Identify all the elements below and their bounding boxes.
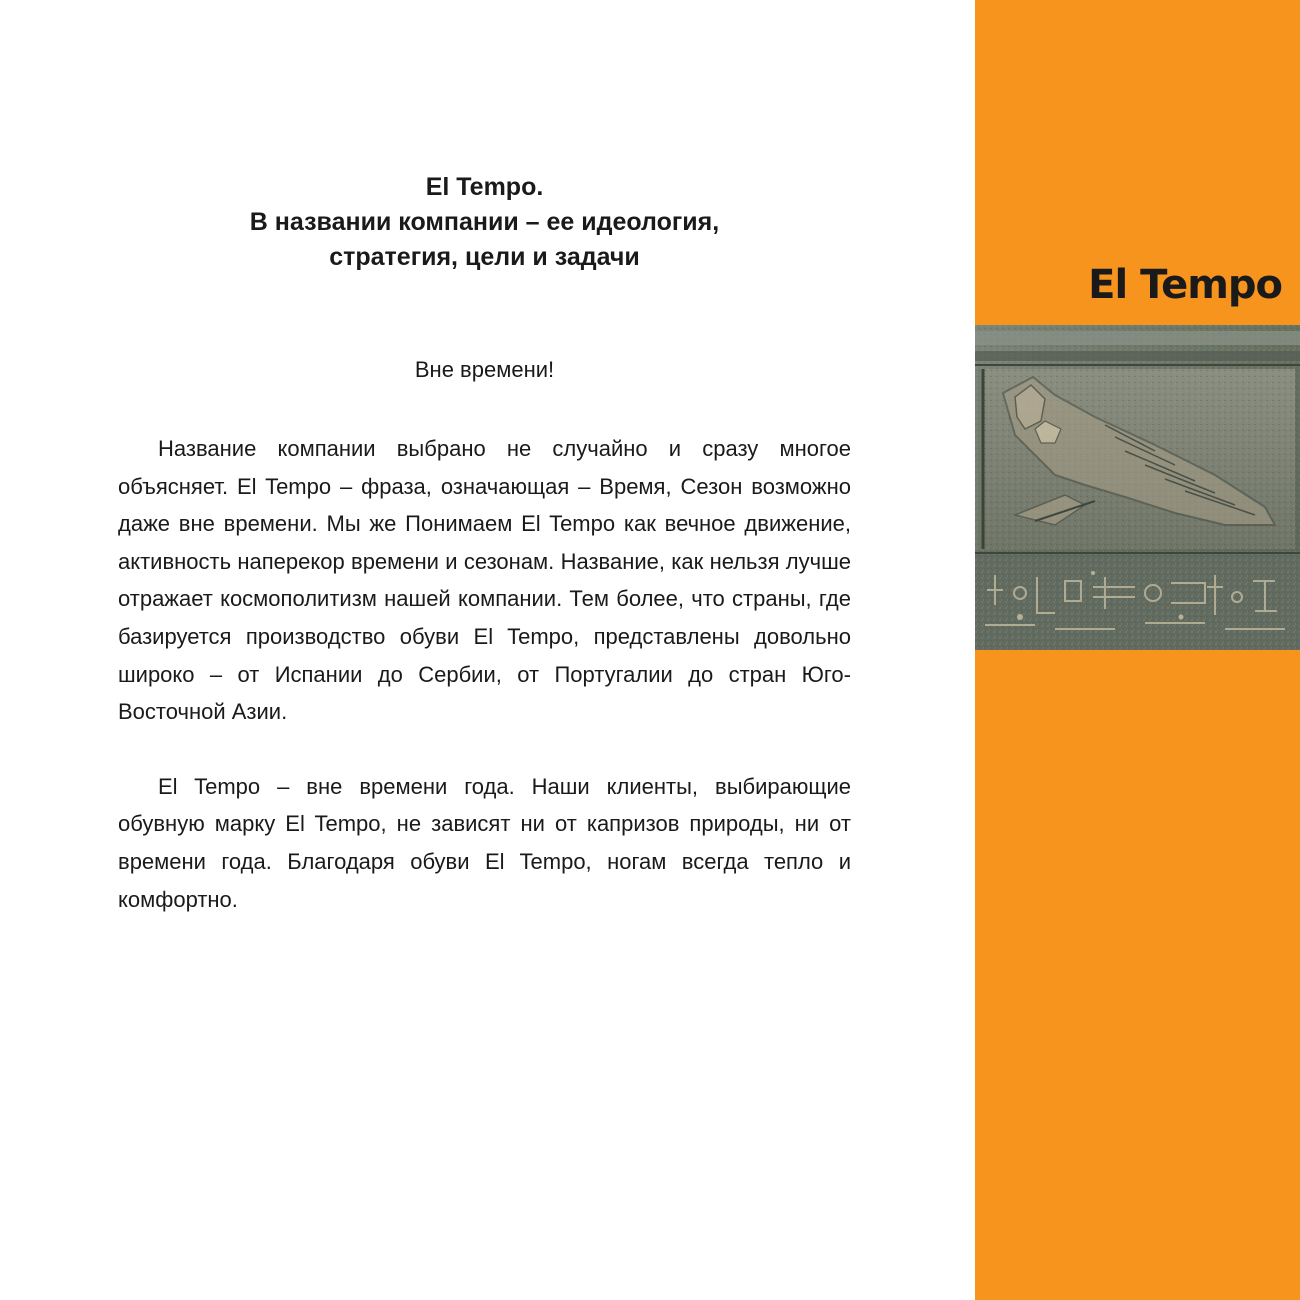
bronze-relief-image — [975, 325, 1300, 650]
page-title — [118, 170, 851, 275]
brand-logo: El Tempo — [1088, 262, 1282, 308]
title-line-2: В названии компании – ее идеология, — [249, 208, 720, 236]
paragraph-1: Название компании выбрано не случайно и сразу многое объясняет. El Tempo – фраза, означающая – Время, Сезон возможно даже вне времени. Мы же Понимаем El Tempo как вечное движение, активность наперекор времени и сезонам. Название, как нельзя лучше отражает космополитизм нашей компании. Тем более, что страны, где базируется производство обуви El Tempo, представлены довольно широко – от Испании до Сербии, от Португалии до стран Юго-Восточной Азии. — [118, 436, 851, 725]
main-text-column — [118, 170, 851, 918]
tagline: Вне времени! — [414, 357, 555, 382]
title-line-1: El Tempo. — [425, 173, 544, 201]
orange-sidebar — [975, 0, 1300, 1300]
paragraph-2: El Tempo – вне времени года. Наши клиенты, выбирающие обувную марку El Tempo, не зависят ни от капризов природы, ни от времени года. Благодаря обуви El Tempo, ногам всегда тепло и комфортно. — [118, 773, 851, 912]
title-line-3: стратегия, цели и задачи — [329, 243, 640, 271]
